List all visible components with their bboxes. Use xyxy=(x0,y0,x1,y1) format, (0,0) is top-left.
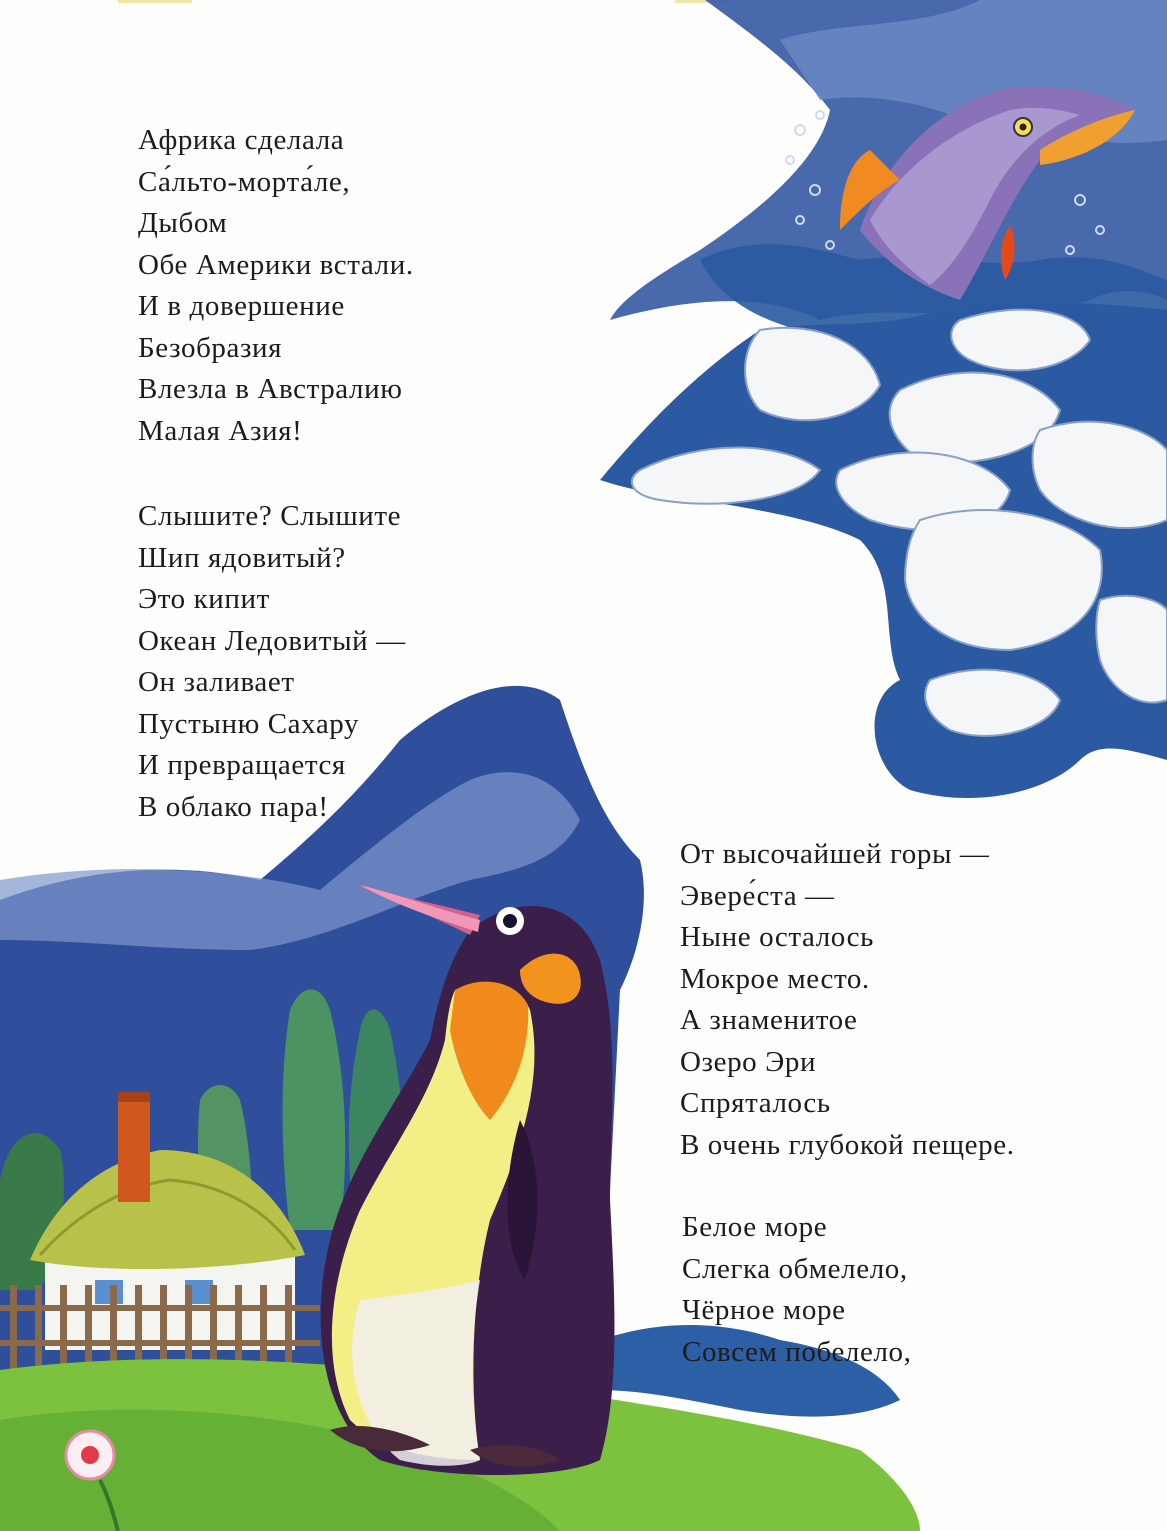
poem-line: Мокрое место. xyxy=(680,962,870,995)
poem-line: От высочайшей горы — xyxy=(680,838,990,870)
poem-line: Озеро Эри xyxy=(680,1045,817,1078)
poem-line: Пустыню Сахару xyxy=(138,707,360,740)
poem-line: Белое море xyxy=(682,1211,828,1243)
poem-line: В облако пара! xyxy=(138,790,329,823)
poem-line: Безобразия xyxy=(138,331,283,364)
poem-line: И в довершение xyxy=(138,290,345,322)
poem-line: Влезла в Австралию xyxy=(138,373,403,405)
poem-line: Обе Америки встали. xyxy=(138,248,414,281)
stanza-3 xyxy=(680,834,1015,1166)
poem-line: Эвере́ста — xyxy=(680,879,835,912)
poem-line: Слегка обмелело, xyxy=(682,1252,908,1285)
poem-line: Дыбом xyxy=(138,207,228,239)
poem-line: Ныне осталось xyxy=(680,921,874,953)
poem-line: Это кипит xyxy=(138,583,270,615)
poem-line: Спряталось xyxy=(680,1087,831,1119)
poem-line: И превращается xyxy=(138,749,346,781)
poem-line: Совсем побелело, xyxy=(682,1335,912,1368)
stanza-2 xyxy=(138,496,406,828)
poem-line: Он заливает xyxy=(138,666,295,698)
poem-line: Малая Азия! xyxy=(138,414,303,447)
poem-line: В очень глубокой пещере. xyxy=(680,1128,1015,1161)
poem-line: Слышите? Слышите xyxy=(138,500,402,532)
poem-line: Чёрное море xyxy=(682,1294,846,1326)
poem-line: Са́льто-морта́ле, xyxy=(138,165,351,198)
poem-line: Шип ядовитый? xyxy=(138,541,346,574)
stanza-4 xyxy=(682,1207,912,1373)
poem-line: Океан Ледовитый — xyxy=(138,624,406,657)
stanza-1 xyxy=(138,120,414,452)
poem-line: А знаменитое xyxy=(680,1004,858,1036)
poem-line: Африка сделала xyxy=(138,124,345,156)
